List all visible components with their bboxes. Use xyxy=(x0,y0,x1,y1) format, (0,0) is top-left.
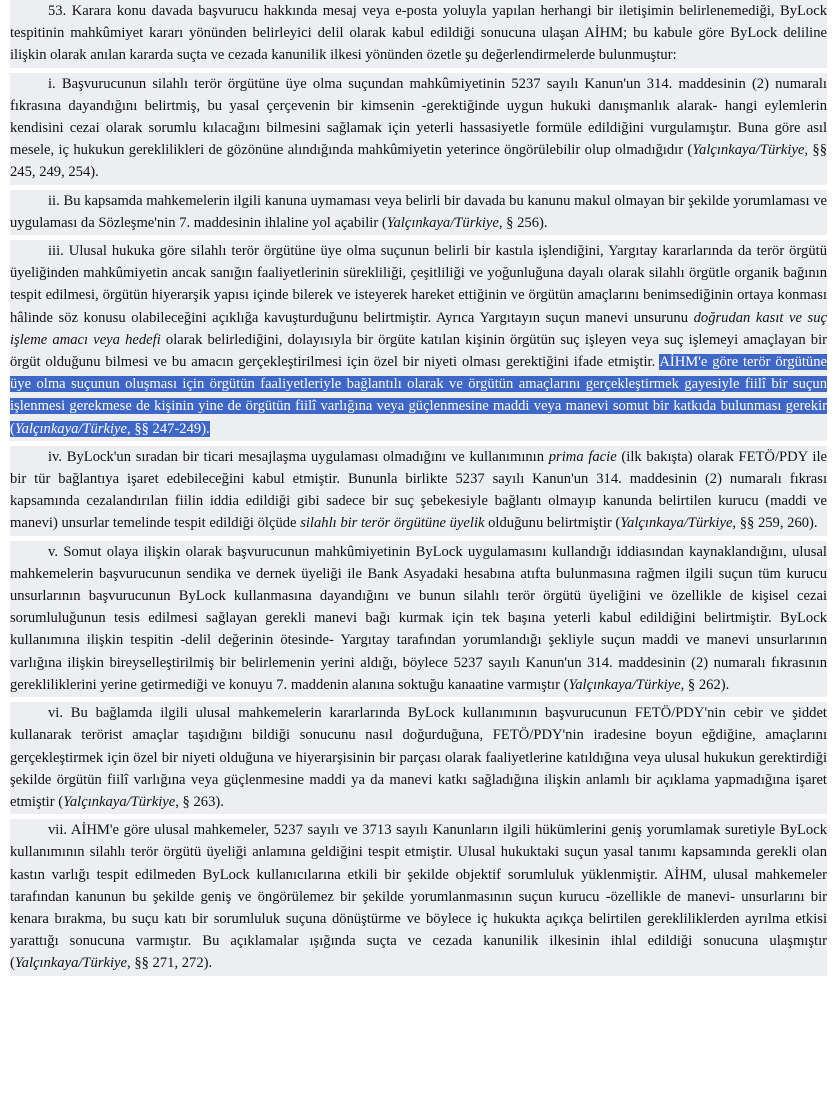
citation-paragraphs: , § 256). xyxy=(498,214,548,231)
citation-paragraphs: , § 263). xyxy=(175,793,224,810)
citation-paragraphs: , § 262). xyxy=(680,676,730,693)
citation-paragraphs: , §§ 271, 272). xyxy=(127,955,213,972)
paragraph-vii-text: vii. AİHM'e göre ulusal mahkemeler, 5237 sayılı ve 3713 sayılı Kanunların ilgili hükümlerini geniş yorumlamak suretiyle ByLock kullanımının silahlı terör örgütü üyeliği anlamına geldiğini tespit etmiştir. Ulusal hukuktaki suçun yasal tanımı kapsamında gerekli olan kastın varlığı tespit edilmeden ByLock kullanıcılarına etkili bir şekilde objektif sorumluluk yüklenmiştir. AİHM, ulusal mahkemeler tarafından kanunun bu şekilde geniş ve öngörülemez bir şekilde yorumlanmasının suçun kurucu -özellikle de manevi- unsurlarını bir kenara bırakma, bu suçu katı bir sorumluluk suçuna dönüştürme ve böylece iç hukukta açıkça belirtilen gerekliliklerden ayrılma etkisi yarattığı sonucuna varmıştır. Bu açıklamalar ışığında suçta ve cezada kanunilik ilkesinin ihlal edildiği sonucuna ulaşmıştır ( xyxy=(10,822,827,972)
paragraph-vi-text: vi. Bu bağlamda ilgili ulusal mahkemelerin kararlarında ByLock kullanımının başvurucunun FETÖ/PDY'nin cebir ve şiddet kullanarak terörist amaçlar taşıdığını bildiği sonucunu nasıl doğurduğuna, FETÖ/PDY'nin iradesine boyun eğdiğine, amaçlarını gerçekleştirmek için özel bir niyeti olduğuna ve hiyerarşisinin bir parçası olarak faaliyetlerine katıldığına veya ulusal hukukun gerektirdiği şekilde örgütün fiilî varlığına veya güçlenmesine maddi ya da manevi katkı sağladığına ilişkin anlamlı bir açıklama yapmadığına işaret etmiştir ( xyxy=(10,705,827,810)
citation-case-name: Yalçınkaya/Türkiye xyxy=(568,676,681,693)
paragraph-iv xyxy=(10,446,827,535)
paragraph-iii-text-2: olarak belirlediğini, dolayısıyla bir örgüte katılan kişinin örgütün suç işleyen veya suç işlemeyi amaçlayan bir örgüt olduğunu bilmesi ve bu amacın gerçekleştirilmesi için özel bir niyeti olması gerektiğini ifade etmiştir. xyxy=(10,331,828,371)
citation-paragraphs: , §§ 259, 260). xyxy=(732,515,818,532)
paragraph-i-text: i. Başvurucunun silahlı terör örgütüne üye olma suçundan mahkûmiyetinin 5237 sayılı Kanun'un 314. maddesinin (2) numaralı fıkrasına dayandığını belirtmiş, bu yasal çerçevenin bir kimsenin -gerektiğinde uygun hukuki danışmanlık alarak- hangi eylemlerin kendisini cezai olarak sorumlu kılacağını bilmesini sağlamak için yeterli hassasiyetle formüle edildiğini vurgulamıştır. Buna göre asıl mesele, iç hukukun gereklilikleri de gözönüne alındığında mahkûmiyetin yeterince öngörülebilir olup olmadığıdır ( xyxy=(10,75,827,159)
paragraph-53 xyxy=(10,0,827,67)
selected-text: AİHM'e göre terör örgütüne üye olma suçunun oluşması için örgütün faaliyetleriyle bağlantılı olarak ve örgütün amaçlarını gerçekleştirmek gayesiyle fiilî bir suçun işlenmesi gerekmese de kişinin yine de örgütün fiilî varlığına veya güçlenmesine maddi veya manevi somut bir katkıda bulunması gerekir ( xyxy=(10,354,827,437)
paragraph-block-iv xyxy=(10,446,827,536)
paragraph-block-iii xyxy=(10,240,827,441)
paragraph-iii xyxy=(10,240,827,440)
paragraph-vii xyxy=(10,819,827,974)
paragraph-block-ii xyxy=(10,190,827,235)
emphasis-membership: silahlı bir terör örgütüne üyelik xyxy=(300,515,485,532)
paragraph-iv-text-3: olduğunu belirtmiştir ( xyxy=(484,515,621,532)
paragraph-v-text: v. Somut olaya ilişkin olarak başvurucunun mahkûmiyetinin ByLock uygulamasını kullandığı iddiasından kaynaklandığını, ulusal mahkemelerin başvurucunun sendika ve dernek üyeliği ile Bank Asyadaki hesabına atıfta bulunmasına rağmen ilgili suçun tüm kurucu unsurlarının başvurucunun ByLock kullanmasına dayandığını ve bunun silahlı terör örgütü üyeliğini ve özellikle de kişisel cezai sorumluluğunun tesis edilmesi sağlayan gerekli manevi bağı kurmak için tek başına yeterli kabul edildiğini belirtmiştir. ByLock kullanımına ilişkin tespitin -delil değerinin ötesinde- Yargıtay tarafından yorumlandığı şekliyle suçun maddi ve manevi unsurlarının varlığına ilişkin bireyselleştirilmiş bir belirlemenin yerini aldığı, böylece 5237 sayılı Kanun'un 314. maddesinin (2) numaralı fıkrasının gerekliliklerini yerine getirmediği ve konuyu 7. maddenin alanına soktuğu kanaatine varmıştır ( xyxy=(10,543,827,693)
paragraph-block-53 xyxy=(10,0,827,68)
citation-case-name: Yalçınkaya/Türkiye xyxy=(386,214,499,231)
citation-paragraphs: , §§ 247-249). xyxy=(127,420,210,437)
emphasis-intent: doğrudan kasıt ve suç işleme amacı veya hedefi xyxy=(10,309,827,348)
citation-paragraphs: , §§ 245, 249, 254). xyxy=(10,142,827,181)
paragraph-block-v xyxy=(10,541,827,697)
citation-case-name: Yalçınkaya/Türkiye xyxy=(63,793,176,810)
paragraph-iv-text-1: iv. ByLock'un sıradan bir ticari mesajlaşma uygulaması olmadığını ve kullanımının xyxy=(48,448,549,465)
paragraph-vi xyxy=(10,702,827,813)
citation-case-name: Yalçınkaya/Türkiye xyxy=(692,142,805,159)
paragraph-block-vi xyxy=(10,702,827,814)
emphasis-prima-facie: prima facie xyxy=(548,448,617,465)
paragraph-53-text: 53. Karara konu davada başvurucu hakkında mesaj veya e-posta yoluyla yapılan herhangi bir iletişimin belirlenemediği, ByLock tespitinin mahkûmiyet kararı yönünden belirleyici delil olarak kabul edildiği sonucuna ulaşan AİHM; bu kabule göre ByLock deliline ilişkin olarak anılan kararda suçta ve cezada kanunilik ilkesi yönünden özetle şu değerlendirmelerde bulunmuştur: xyxy=(10,3,827,64)
paragraph-block-i xyxy=(10,73,827,185)
paragraph-i xyxy=(10,73,827,184)
paragraph-block-vii xyxy=(10,819,827,975)
paragraph-ii-text: ii. Bu kapsamda mahkemelerin ilgili kanuna uymaması veya belirli bir davada bu kanunu makul olmayan bir şekilde yorumlaması ve uygulaması da Sözleşme'nin 7. maddesinin ihlaline yol açabilir ( xyxy=(10,192,827,231)
paragraph-iv-text-2: (ilk bakışta) olarak FETÖ/PDY ile bir tür bağlantıya işaret edebileceğini kabul etmiştir. Bununla birlikte 5237 sayılı Kanun'un 314. maddesinin (2) numaralı fıkrası kapsamında cezalandırılan fiilin iddia edildiği gibi sadece bir suç şebekesiyle bağlantı olmayıp kanunda belirtilen kurucu (maddi ve manevi) unsurlar temelinde tespit edildiği ölçüde xyxy=(10,448,827,532)
citation-case-name: Yalçınkaya/Türkiye xyxy=(14,955,128,972)
paragraph-iii-text-1: iii. Ulusal hukuka göre silahlı terör örgütüne üye olma suçunun belirli bir kastıla işlendiğini, Yargıtay kararlarında da terör örgütü üyeliğinden mahkûmiyetin ancak sanığın faaliyetlerinin sürekliliği, çeşitliliği ve yoğunluğuna dayalı olarak silahlı örgütle organik bağının tespit edilmesi, örgütün hiyerarşik yapısı içinde bilerek ve isteyerek hareket ettiğinin ve örgütün amaçlarını benimsediğinin ortaya konması hâlinde söz konusu olabileceğini açıklığa kavuşturduğunu belirtmiştir. Ayrıca Yargıtayın suçun manevi unsurunu xyxy=(10,243,827,326)
paragraph-ii xyxy=(10,190,827,234)
citation-case-name: Yalçınkaya/Türkiye xyxy=(620,515,733,532)
paragraph-v xyxy=(10,541,827,696)
citation-case-name: Yalçınkaya/Türkiye xyxy=(14,420,128,437)
